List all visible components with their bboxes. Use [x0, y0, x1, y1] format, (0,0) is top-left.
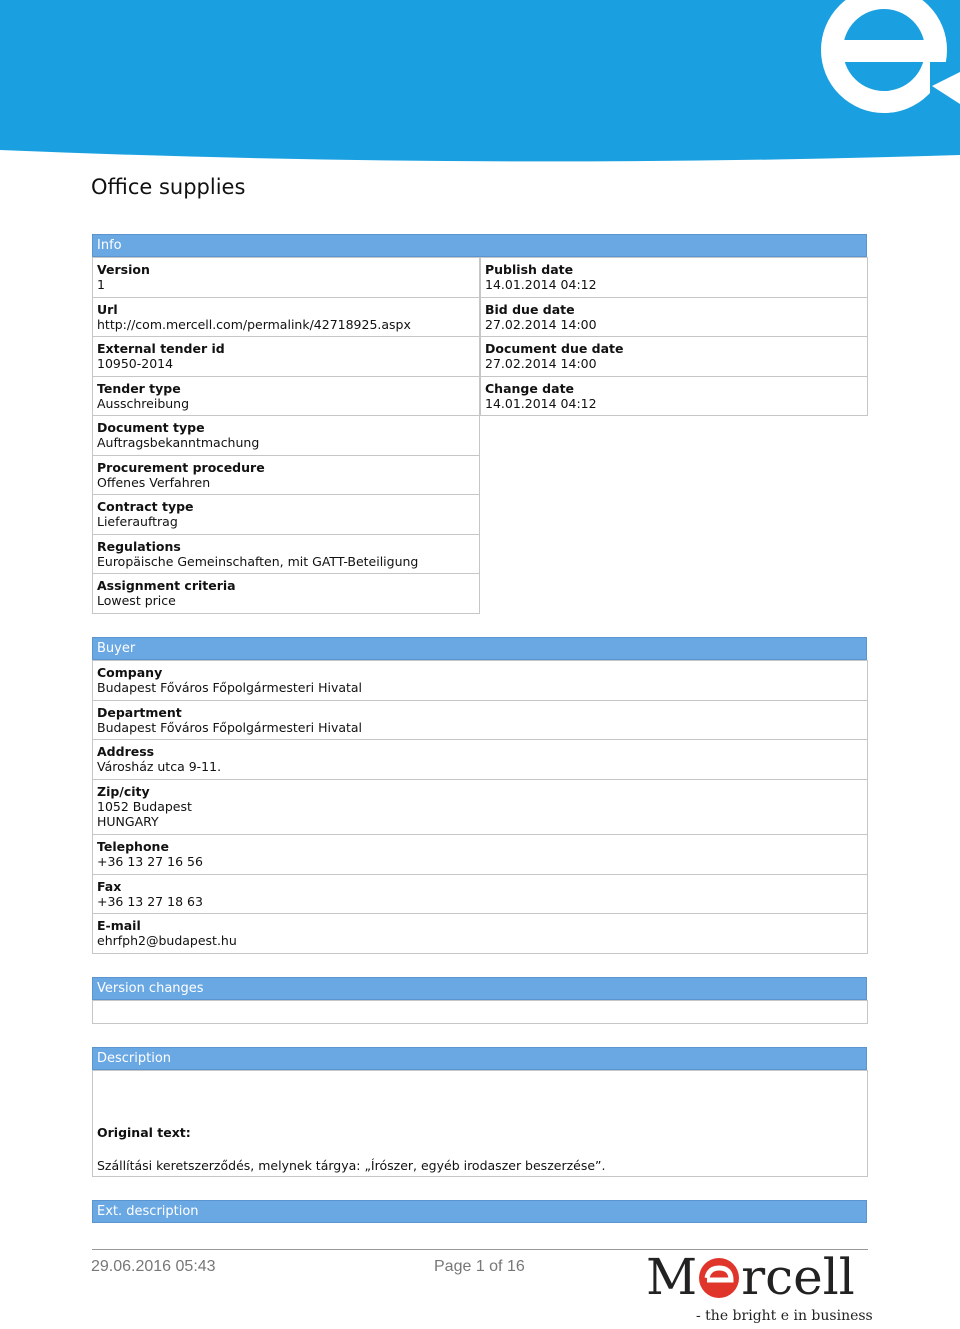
field-label: Department	[97, 705, 182, 720]
footer-page-number: Page 1 of 16	[434, 1258, 525, 1275]
field-value: +36 13 27 16 56	[97, 854, 203, 869]
buyer-email	[92, 913, 868, 954]
field-label: Regulations	[97, 539, 181, 554]
field-label: Procurement procedure	[97, 460, 265, 475]
version-changes-body	[92, 1000, 868, 1024]
field-label: Version	[97, 262, 150, 277]
field-value: 10950-2014	[97, 356, 174, 371]
footer-date: 29.06.2016 05:43	[91, 1258, 216, 1275]
info-version	[92, 257, 480, 298]
field-value: Budapest Főváros Főpolgármesteri Hivatal	[97, 720, 363, 735]
mercell-e-logo-icon	[697, 1254, 741, 1298]
field-value: Offenes Verfahren	[97, 475, 211, 490]
field-label: Publish date	[485, 262, 574, 277]
field-label: Assignment criteria	[97, 578, 236, 593]
field-value: 27.02.2014 14:00	[485, 356, 597, 371]
buyer-section-header: Buyer	[92, 637, 867, 660]
buyer-zip-city	[92, 779, 868, 835]
field-label: Telephone	[97, 839, 169, 854]
field-value: +36 13 27 18 63	[97, 894, 203, 909]
info-document-due-date	[480, 336, 868, 377]
field-value: Városház utca 9-11.	[97, 759, 222, 774]
field-value: Ausschreibung	[97, 396, 190, 411]
info-document-type	[92, 415, 480, 456]
info-tender-type	[92, 376, 480, 416]
field-value: Lieferauftrag	[97, 514, 178, 529]
info-regulations	[92, 534, 480, 574]
field-value: 1	[97, 277, 105, 292]
field-value: Auftragsbekanntmachung	[97, 435, 260, 450]
field-value: Europäische Gemeinschaften, mit GATT-Beteiligung	[97, 554, 419, 569]
buyer-address	[92, 739, 868, 780]
field-label: Document type	[97, 420, 205, 435]
field-value: 14.01.2014 04:12	[485, 277, 597, 292]
field-value: 27.02.2014 14:00	[485, 317, 597, 332]
logo-tagline: - the bright e in business	[696, 1308, 873, 1324]
buyer-telephone	[92, 834, 868, 875]
mercell-logo	[640, 1248, 873, 1327]
field-label: Document due date	[485, 341, 624, 356]
info-change-date	[480, 376, 868, 416]
info-publish-date	[480, 257, 868, 298]
field-label: Company	[97, 665, 163, 680]
info-external-tender-id	[92, 336, 480, 377]
field-label: Url	[97, 302, 118, 317]
email-link[interactable]: ehrfph2@budapest.hu	[97, 933, 237, 948]
description-body	[92, 1070, 868, 1177]
field-label: Contract type	[97, 499, 194, 514]
url-link[interactable]: http://com.mercell.com/permalink/42718925.aspx	[97, 317, 411, 332]
top-banner	[0, 0, 960, 165]
field-label: Change date	[485, 381, 575, 396]
info-url	[92, 297, 480, 337]
info-assignment-criteria	[92, 573, 480, 614]
description-text: Szállítási keretszerződés, melynek tárgya: „Írószer, egyéb irodaszer beszerzése”.	[97, 1158, 606, 1173]
field-value: 14.01.2014 04:12	[485, 396, 597, 411]
field-label: Bid due date	[485, 302, 575, 317]
field-value: Lowest price	[97, 593, 176, 608]
field-label: Address	[97, 744, 155, 759]
field-value: Budapest Főváros Főpolgármesteri Hivatal	[97, 680, 363, 695]
field-label: Tender type	[97, 381, 181, 396]
buyer-company	[92, 660, 868, 701]
logo-word-start: M	[646, 1248, 698, 1306]
field-label: External tender id	[97, 341, 225, 356]
logo-wordmark	[646, 1248, 855, 1306]
field-value: HUNGARY	[97, 814, 159, 829]
info-contract-type	[92, 494, 480, 535]
buyer-fax	[92, 874, 868, 914]
info-bid-due-date	[480, 297, 868, 337]
logo-word-end: rcell	[741, 1248, 855, 1306]
original-text-label: Original text:	[97, 1125, 191, 1140]
ext-description-section-header: Ext. description	[92, 1200, 867, 1223]
version-changes-section-header: Version changes	[92, 977, 867, 1000]
description-section-header: Description	[92, 1047, 867, 1070]
field-label: Zip/city	[97, 784, 150, 799]
info-procurement-procedure	[92, 455, 480, 495]
field-label: E-mail	[97, 918, 141, 933]
info-section-header: Info	[92, 234, 867, 257]
buyer-department	[92, 700, 868, 740]
field-label: Fax	[97, 879, 122, 894]
page-title: Office supplies	[91, 175, 246, 199]
field-value: 1052 Budapest	[97, 799, 192, 814]
